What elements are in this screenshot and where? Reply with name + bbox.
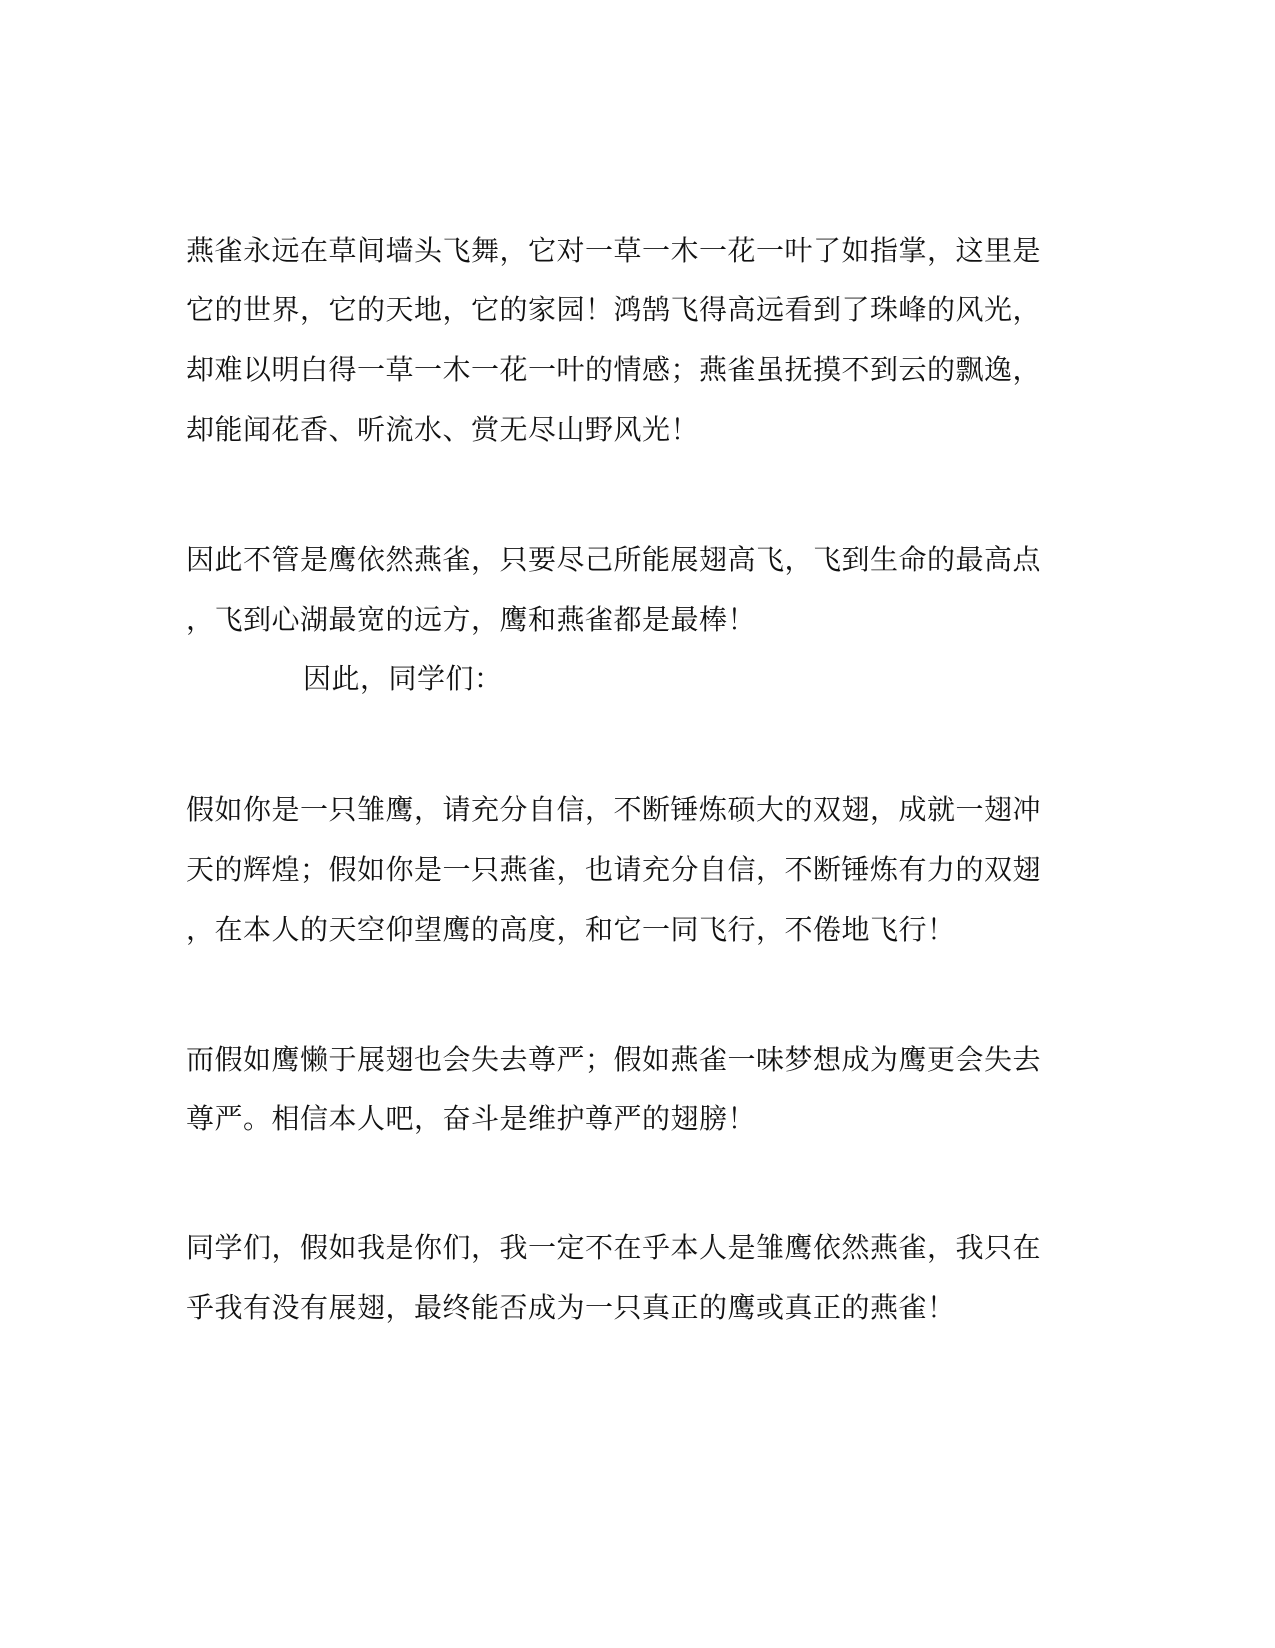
paragraph-6-line-2: 乎我有没有展翅，最终能否成为一只真正的鹰或真正的燕雀！: [186, 1291, 956, 1324]
paragraph-1-line-2: 它的世界，它的天地，它的家园！鸿鹄飞得高远看到了珠峰的风光，: [186, 293, 1042, 326]
paragraph-1-line-3: 却难以明白得一草一木一花一叶的情感；燕雀虽抚摸不到云的飘逸，: [186, 353, 1042, 386]
paragraph-2-line-1: 因此不管是鹰依然燕雀，只要尽己所能展翅高飞，飞到生命的最高点: [186, 543, 1042, 576]
paragraph-1-line-1: 燕雀永远在草间墙头飞舞，它对一草一木一花一叶了如指掌，这里是: [186, 234, 1042, 267]
paragraph-2-line-2: ，飞到心湖最宽的远方，鹰和燕雀都是最棒！: [186, 603, 757, 636]
paragraph-6-line-1: 同学们，假如我是你们，我一定不在乎本人是雏鹰依然燕雀，我只在: [186, 1231, 1042, 1264]
paragraph-4-line-3: ，在本人的天空仰望鹰的高度，和它一同飞行，不倦地飞行！: [186, 913, 956, 946]
paragraph-4-line-1: 假如你是一只雏鹰，请充分自信，不断锤炼硕大的双翅，成就一翅冲: [186, 793, 1042, 826]
paragraph-1-line-4: 却能闻花香、听流水、赏无尽山野风光！: [186, 413, 700, 446]
paragraph-3-line-1: 因此，同学们：: [303, 662, 503, 695]
paragraph-5-line-1: 而假如鹰懒于展翅也会失去尊严；假如燕雀一味梦想成为鹰更会失去: [186, 1043, 1042, 1076]
paragraph-4-line-2: 天的辉煌；假如你是一只燕雀，也请充分自信，不断锤炼有力的双翅: [186, 853, 1042, 886]
paragraph-5-line-2: 尊严。相信本人吧，奋斗是维护尊严的翅膀！: [186, 1102, 757, 1135]
